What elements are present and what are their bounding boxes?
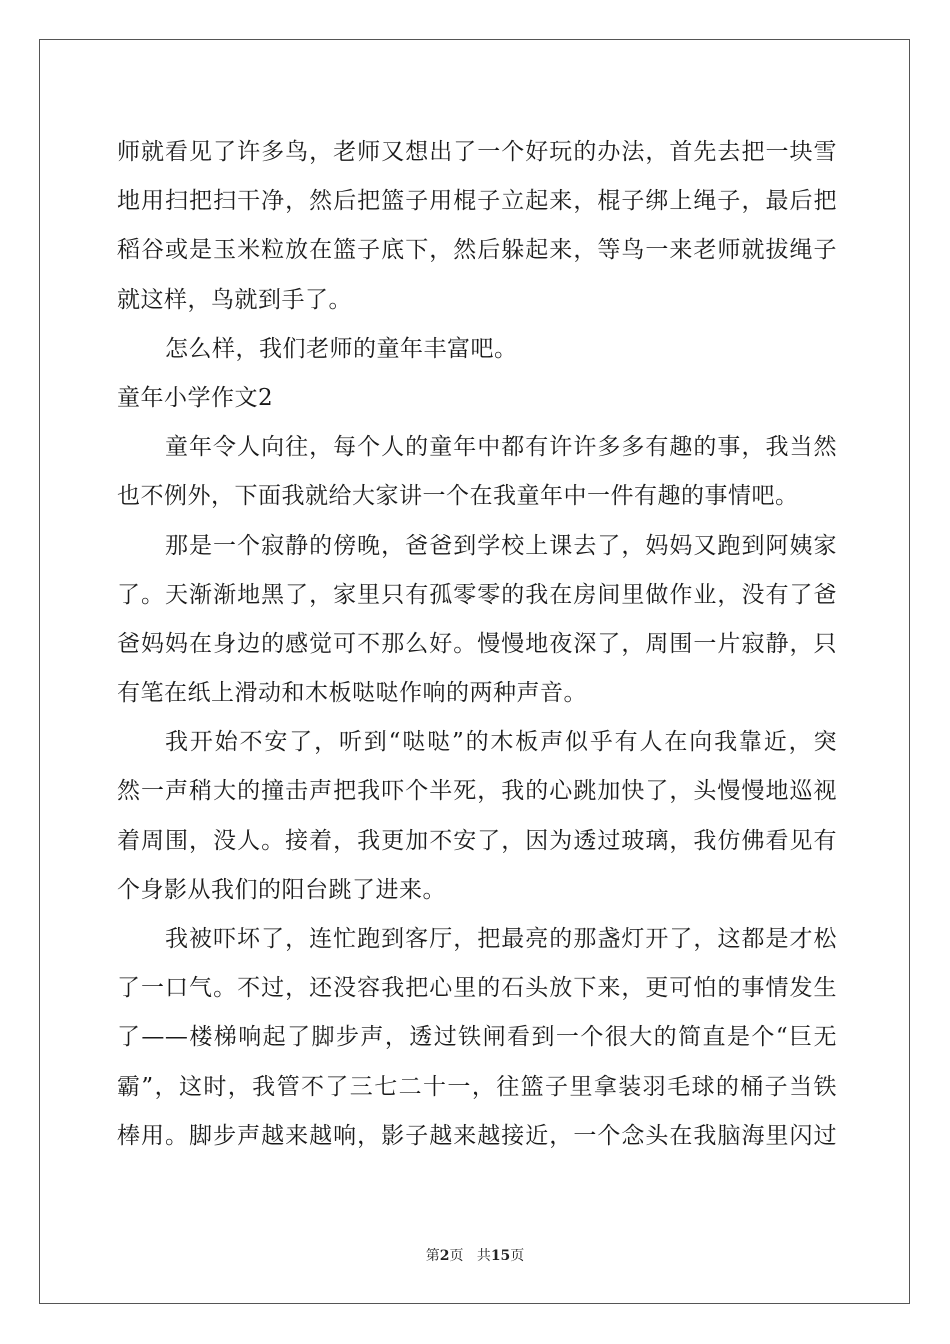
text-line: 稻谷或是玉米粒放在篮子底下，然后躲起来，等鸟一来老师就拔绳子 — [117, 237, 837, 264]
text-line: 我被吓坏了，连忙跑到客厅，把最亮的那盏灯开了，这都是才松 — [165, 926, 837, 952]
text-line: 爸妈妈在身边的感觉可不那么好。慢慢地夜深了，周围一片寂静，只 — [117, 630, 837, 657]
text-line: 霸”，这时，我管不了三七二十一，往篮子里拿装羽毛球的桶子当铁 — [117, 1073, 837, 1100]
page-number: 2 — [439, 1248, 450, 1264]
text-line: 那是一个寂静的傍晚，爸爸到学校上课去了，妈妈又跑到阿姨家 — [165, 532, 837, 559]
section-heading: 童年小学作文2 — [117, 384, 274, 411]
text-line: 了——楼梯响起了脚步声，透过铁闸看到一个很大的简直是个“巨无 — [117, 1024, 837, 1051]
text-line: 然一声稍大的撞击声把我吓个半死，我的心跳加快了，头慢慢地巡视 — [117, 778, 837, 805]
total-suffix: 页 — [510, 1248, 525, 1264]
page-footer — [0, 1245, 950, 1265]
text-line: 有笔在纸上滑动和木板哒哒作响的两种声音。 — [117, 680, 587, 707]
text-line: 了一口气。不过，还没容我把心里的石头放下来，更可怕的事情发生 — [117, 975, 837, 1002]
text-line: 我开始不安了，听到“哒哒”的木板声似乎有人在向我靠近，突 — [165, 729, 837, 756]
text-line: 童年令人向往，每个人的童年中都有许许多多有趣的事，我当然 — [165, 434, 837, 461]
text-line: 地用扫把扫干净，然后把篮子用棍子立起来，棍子绑上绳子，最后把 — [117, 188, 837, 215]
total-prefix: 共 — [476, 1248, 491, 1264]
text-line: 师就看见了许多鸟，老师又想出了一个好玩的办法，首先去把一块雪 — [117, 139, 837, 165]
page-prefix: 第 — [425, 1248, 440, 1264]
document-body — [117, 128, 837, 1161]
page-suffix: 页 — [449, 1248, 464, 1264]
text-line: 个身影从我们的阳台跳了进来。 — [117, 876, 446, 903]
text-line: 了。天渐渐地黑了，家里只有孤零零的我在房间里做作业，没有了爸 — [117, 581, 837, 608]
text-line: 棒用。脚步声越来越响，影子越来越接近，一个念头在我脑海里闪过 — [117, 1122, 837, 1149]
total-pages: 15 — [490, 1248, 511, 1264]
text-line: 怎么样，我们老师的童年丰富吧。 — [165, 335, 518, 362]
text-line: 就这样，鸟就到手了。 — [117, 286, 352, 313]
text-line: 着周围，没人。接着，我更加不安了，因为透过玻璃，我仿佛看见有 — [117, 827, 837, 854]
text-line: 也不例外，下面我就给大家讲一个在我童年中一件有趣的事情吧。 — [117, 483, 799, 510]
